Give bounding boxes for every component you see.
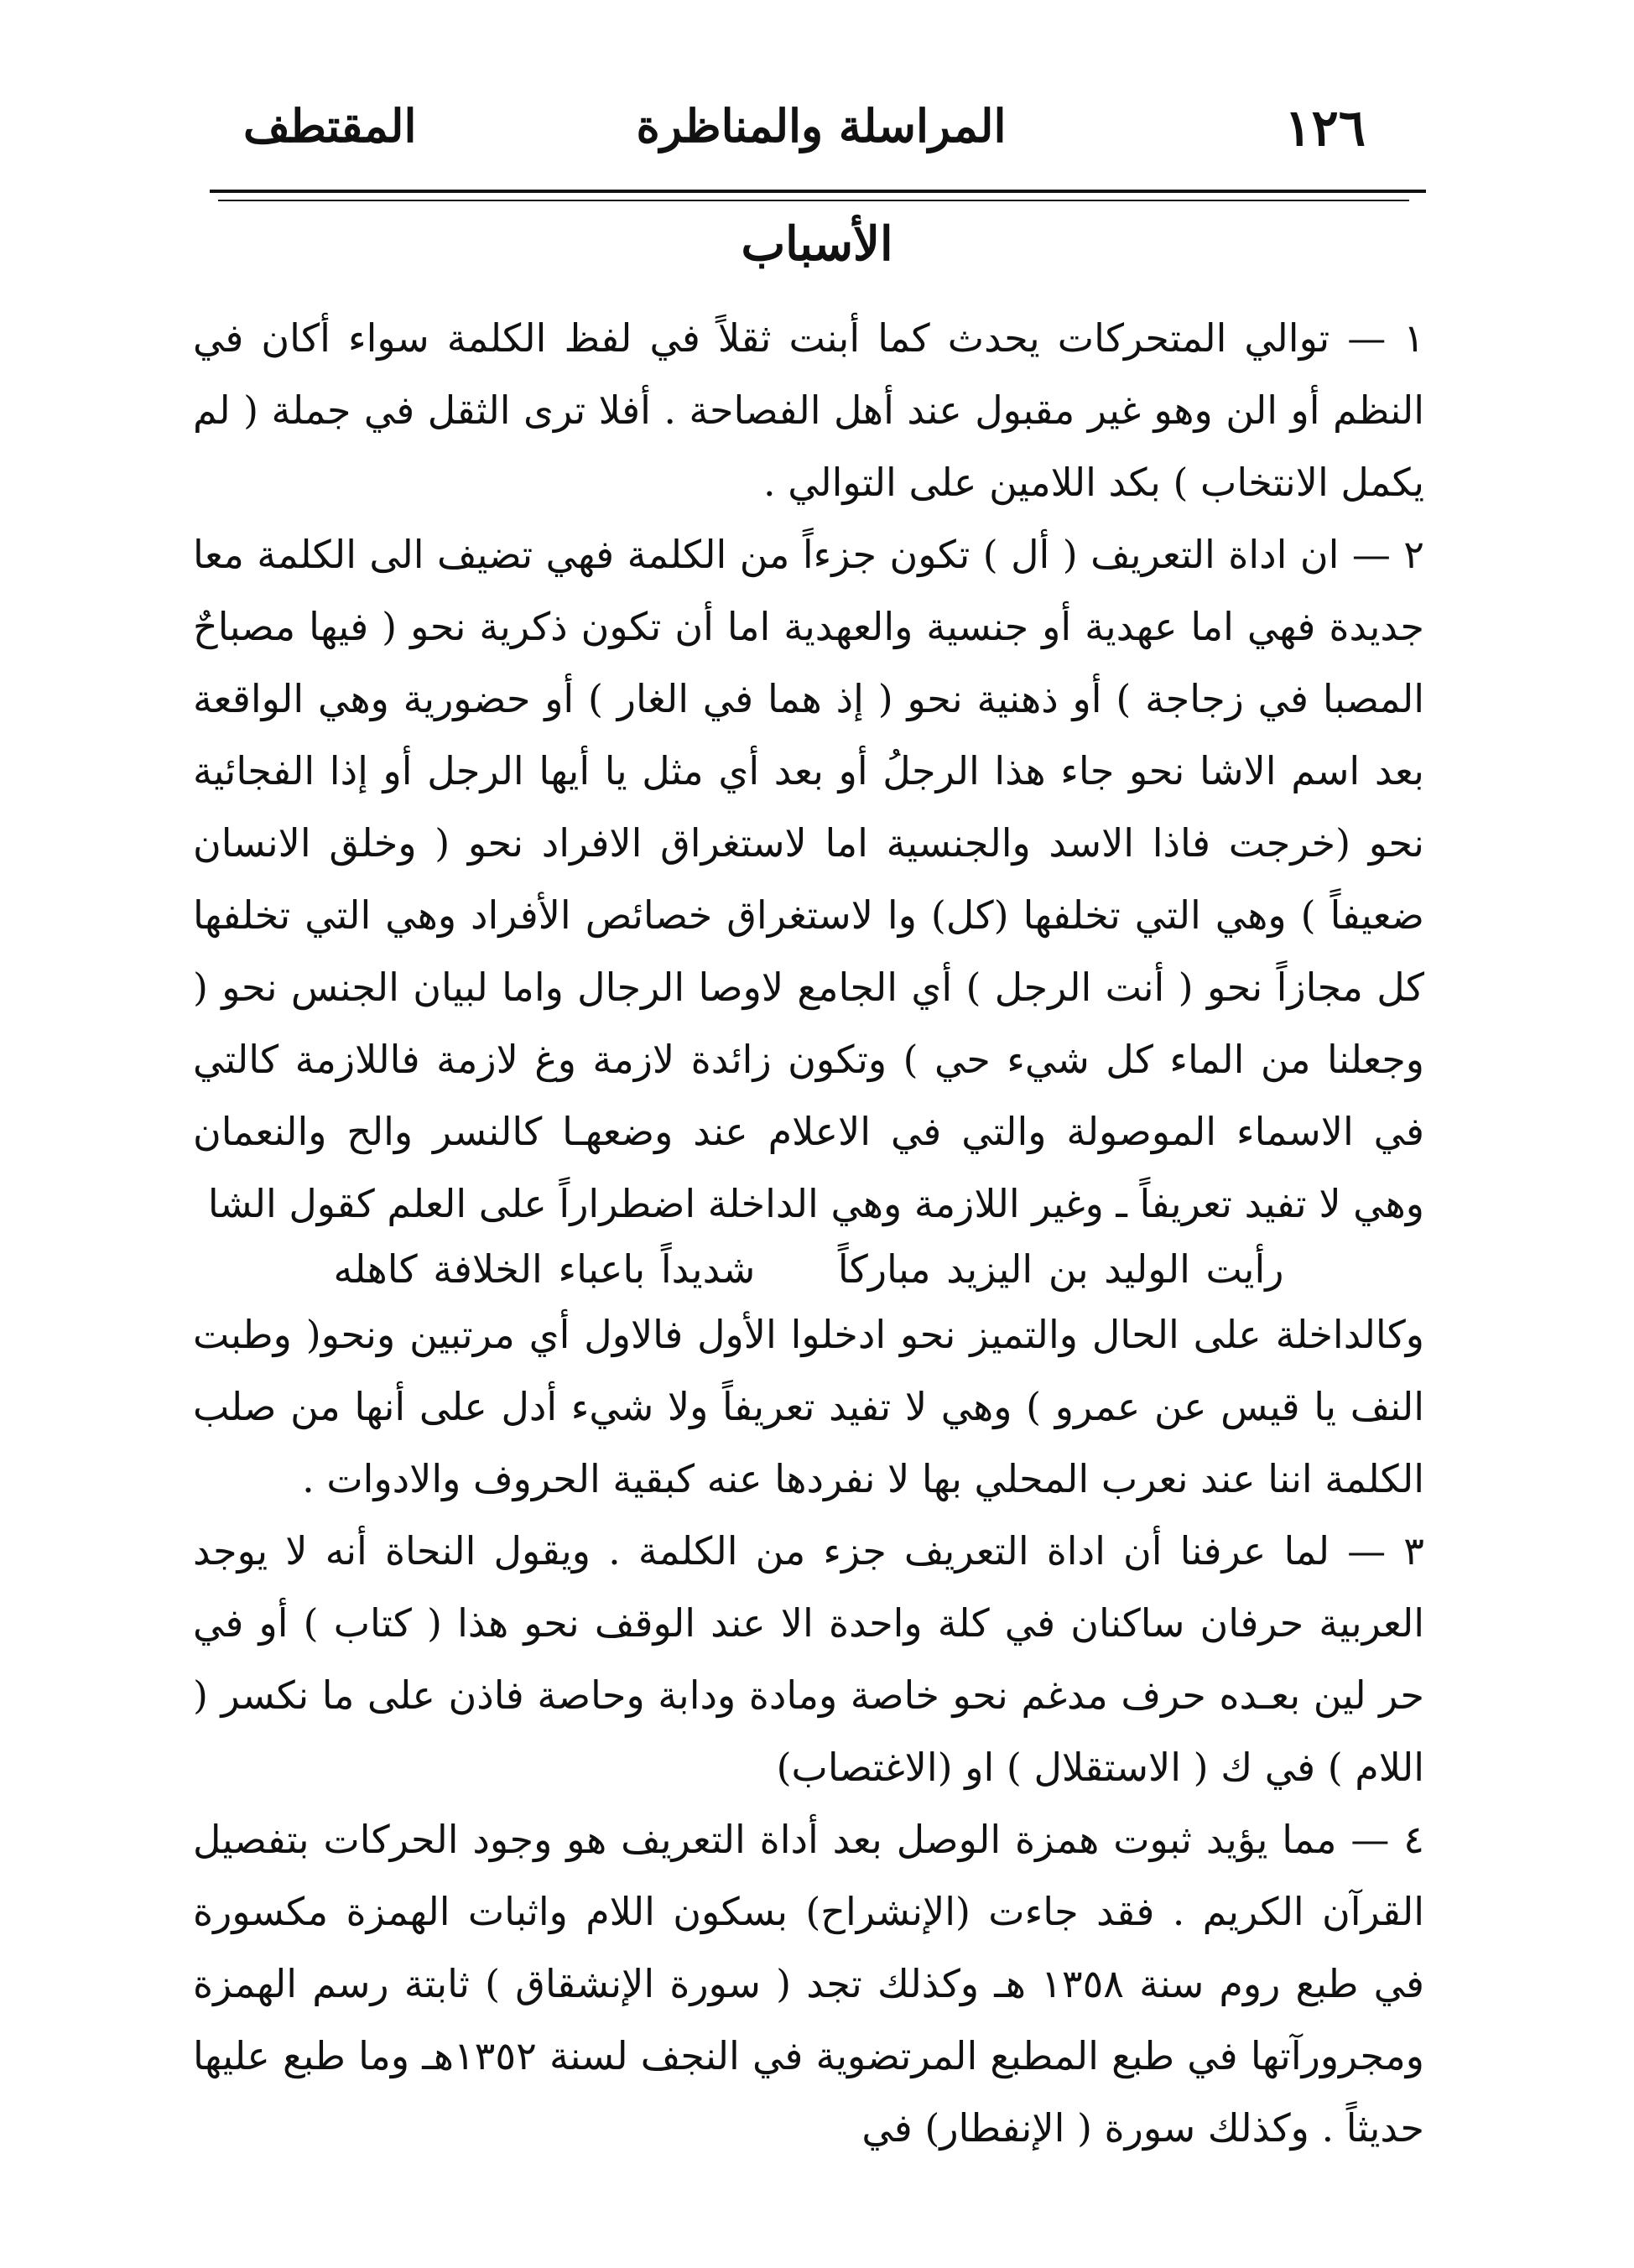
section-heading: الأسباب (741, 216, 893, 272)
article-body (193, 302, 1424, 2164)
page-header (193, 99, 1449, 174)
header-rule-thin (218, 200, 1409, 201)
paragraph-3: وكالداخلة على الحال والتميز نحو ادخلوا الأول فالاول أي مرتبين ونحو( وطبت النف يا قيس عن عمرو ) وهي لا تفيد تعريفاً ولا شيء أدل على أنها من صلب الكلمة اننا عند نعرب المحلي بها لا نفردها عنه كبقية الحروف والادوات . (193, 1312, 1424, 1501)
paragraph-4: ٣ — لما عرفنا أن اداة التعريف جزء من الكلمة . ويقول النحاة أنه لا يوجد العربية حرفان ساكنان في كلة واحدة الا عند الوقف نحو هذا ( كتاب ) أو في حر لين بعـده حرف مدغم نحو خاصة ومادة ودابة وحاصة فاذن على ما نكسر ( اللام ) في ك ( الاستقلال ) او (الاغتصاب) (193, 1528, 1424, 1790)
paragraph-1: ١ — توالي المتحركات يحدث كما أبنت ثقلاً في لفظ الكلمة سواء أكان في النظم أو الن وهو غير مقبول عند أهل الفصاحة . أفلا ترى الثقل في جملة ( لم يكمل الانتخاب ) بكد اللامين على التوالي . (193, 315, 1424, 505)
verse-hemistich-1: رأيت الوليد بن اليزيد مباركاً (837, 1246, 1284, 1292)
page-number: ١٢٦ (1284, 99, 1366, 158)
poetry-verse (193, 1240, 1424, 1298)
verse-hemistich-2: شديداً باعباء الخلافة كاهله (333, 1246, 756, 1292)
header-rule (210, 190, 1426, 193)
paragraph-5: ٤ — مما يؤيد ثبوت همزة الوصل بعد أداة التعريف هو وجود الحركات بتفصيل القرآن الكريم . فقد جاءت (الإنشراح) بسكون اللام واثبات الهمزة مكسورة في طبع روم سنة ١٣٥٨ هـ وكذلك تجد ( سورة الإنشقاق ) ثابتة رسم الهمزة ومجرورآتها في طبع المطبع المرتضوية في النجف لسنة ١٣٥٢هـ وما طبع عليها حديثاً . وكذلك سورة ( الإنفطار) في (193, 1817, 1424, 2151)
paragraph-2: ٢ — ان اداة التعريف ( أل ) تكون جزءاً من الكلمة فهي تضيف الى الكلمة معا جديدة فهي اما عهدية أو جنسية والعهدية اما أن تكون ذكرية نحو ( فيها مصباحٌ المصبا في زجاجة ) أو ذهنية نحو ( إذ هما في الغار ) أو حضورية وهي الواقعة بعد اسم الاشا نحو جاء هذا الرجلُ أو بعد أي مثل يا أيها الرجل أو إذا الفجائية نحو (خرجت فاذا الاسد والجنسية اما لاستغراق الافراد نحو ( وخلق الانسان ضعيفاً ) وهي التي تخلفها (كل) وا لاستغراق خصائص الأفراد وهي التي تخلفها كل مجازاً نحو ( أنت الرجل ) أي الجامع لاوصا الرجال واما لبيان الجنس نحو ( وجعلنا من الماء كل شيء حي ) وتكون زائدة لازمة وغ لازمة فاللازمة كالتي في الاسماء الموصولة والتي في الاعلام عند وضعهـا كالنسر والح والنعمان وهي لا تفيد تعريفاً ـ وغير اللازمة وهي الداخلة اضطراراً على العلم كقول الشا (193, 532, 1424, 1226)
running-title: المراسلة والمناظرة (636, 99, 1007, 153)
magazine-name: المقتطف (243, 99, 417, 153)
